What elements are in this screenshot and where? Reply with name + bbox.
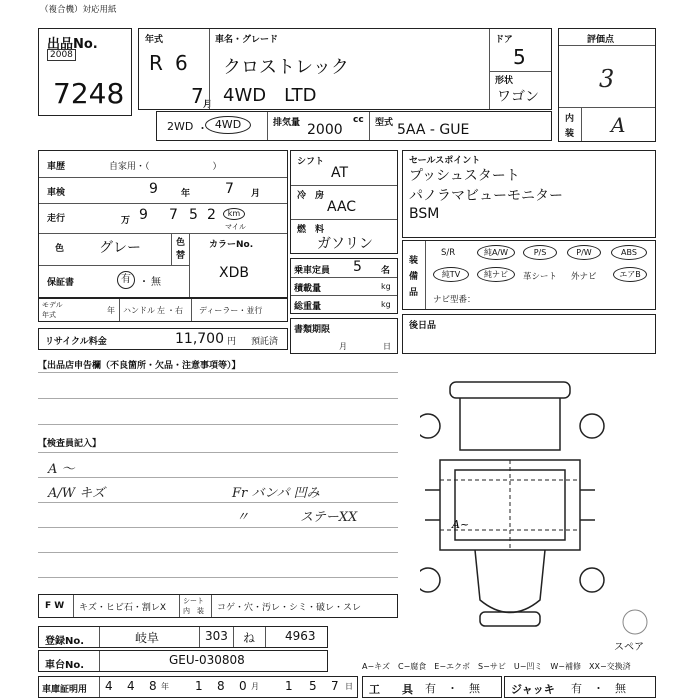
mileage-label: 走行 <box>47 214 66 224</box>
tools-row <box>362 676 502 698</box>
tools-label: 工 具 <box>369 683 413 696</box>
cert-label: 車庫証明用 <box>42 685 88 695</box>
inspector-note-1: A ～ <box>48 462 75 477</box>
vehicle-box <box>138 28 552 110</box>
warranty-label: 保証書 <box>47 278 75 288</box>
header-note: （複合機）対応用紙 <box>40 5 117 15</box>
details-left: 車歴 自家用・（ ） 車検 9 年 7 月 走行 万 9 7 5 2 km マイル 色 グレー 色 替 カラーNo. XDB 保証書 有 ・ 無 <box>38 150 288 298</box>
model-grade: 4WD LTD <box>223 85 317 106</box>
mileage-man: 万 <box>121 216 131 226</box>
car-diagram <box>420 380 680 635</box>
inspection-year-unit: 年 <box>181 189 191 199</box>
capacity-block <box>290 258 398 314</box>
cert-unit-year: 年 <box>161 682 169 691</box>
equipment-label-1: 装 <box>409 256 419 266</box>
registration-class: 303 <box>205 629 228 643</box>
recycle-row <box>38 328 288 350</box>
doc-deadline <box>290 318 398 354</box>
year-value: 6 <box>175 51 188 75</box>
equipment-label-3: 品 <box>409 288 419 298</box>
door-value: 5 <box>513 45 526 69</box>
fw-label: F W <box>45 601 65 611</box>
color-change-1: 色 <box>176 238 186 248</box>
equip-pure-navi: 純ナビ <box>477 267 515 282</box>
score-value: 3 <box>599 65 615 93</box>
tools-value: 有 ・ 無 <box>425 682 480 695</box>
inspector-note-5: ステーXX <box>300 510 358 525</box>
cert-digit-1: 4 <box>105 679 113 693</box>
later-label: 後日品 <box>409 321 437 331</box>
mileage-digit-2: 7 <box>169 207 178 223</box>
doc-day-unit: 日 <box>383 342 391 351</box>
registration-kana: ね <box>243 631 256 645</box>
diagram-wheel-rl <box>420 568 440 592</box>
recycle-label: リサイクル料金 <box>45 337 107 347</box>
lot-label: 出品No. <box>47 37 98 52</box>
cert-digit-8: 5 <box>309 679 317 693</box>
year-month: 7 <box>191 84 204 108</box>
diagram-mark: A~ <box>452 518 470 531</box>
diagram-wheel-fl <box>420 414 440 438</box>
fuel-value: ガソリン <box>317 236 373 252</box>
model-year-unit: 年 <box>107 306 115 315</box>
warranty-no: 無 <box>151 277 161 288</box>
year-label: 年式 <box>145 35 164 45</box>
diagram-rear <box>475 550 545 613</box>
cert-digit-3: 8 <box>149 679 157 693</box>
gross-label: 総重量 <box>294 302 322 312</box>
displacement-unit: cc <box>353 115 364 125</box>
cert-digit-5: 8 <box>217 679 225 693</box>
recycle-value: 11,700 <box>175 331 224 347</box>
lot-number: 7248 <box>53 77 125 110</box>
registration-row <box>38 626 328 648</box>
sales-line-2: パノラマビューモニター <box>409 188 563 204</box>
navi-model-label: ナビ型番： <box>433 295 476 305</box>
recycle-unit: 円 <box>227 337 237 347</box>
shift-label: シフト <box>297 157 325 167</box>
capacity-unit: 名 <box>381 266 391 276</box>
load-label: 積載量 <box>294 284 322 294</box>
shift-value: AT <box>331 165 349 181</box>
cert-digit-2: 4 <box>127 679 135 693</box>
history-value: 自家用・（ ） <box>109 162 222 172</box>
mileage-km: km <box>223 208 245 220</box>
mileage-digit-1: 9 <box>139 207 148 223</box>
chassis-value: GEU-030808 <box>169 653 245 667</box>
diagram-front-bumper <box>450 382 570 398</box>
details-middle <box>290 150 398 254</box>
sales-points <box>402 150 656 238</box>
equip-airbag: エアB <box>613 267 647 282</box>
model-year-label-2: 年式 <box>42 311 56 319</box>
inspection-month-unit: 月 <box>251 189 261 199</box>
drive-4wd: 4WD <box>205 116 251 134</box>
lot-box <box>38 28 132 116</box>
color-value: グレー <box>99 240 141 256</box>
inspector-note-4: 〃 <box>236 510 250 525</box>
equip-sr: S/R <box>441 248 456 258</box>
jack-value: 有 ・ 無 <box>571 682 626 695</box>
chassis-row <box>38 650 328 672</box>
handle-left: 左 <box>157 306 165 315</box>
sales-line-1: プッシュスタート <box>409 168 520 184</box>
equip-ext-navi: 外ナビ <box>571 272 597 282</box>
displacement-label: 排気量 <box>273 118 301 128</box>
gross-unit: kg <box>381 300 391 309</box>
cert-row <box>38 676 358 698</box>
warranty-yes: 有 <box>117 271 135 289</box>
lot-year-tag: 2008 <box>47 49 76 61</box>
model-name: クロストレック <box>223 57 349 78</box>
inspector-note-2: A/W キズ <box>48 486 106 501</box>
later-box <box>402 314 656 354</box>
interior-value: A <box>611 113 626 137</box>
color-label: 色 <box>55 244 65 254</box>
model-year-row: モデル 年式 年 ハンドル 左 ・ 右 ディーラー・並行 <box>38 298 288 322</box>
model-label: 車名・グレード <box>215 35 279 45</box>
chassis-label: 車台No. <box>45 660 85 671</box>
dealer-label: ディーラー・並行 <box>199 306 263 315</box>
equip-leather: 革シート <box>523 272 558 282</box>
spare-tire-icon <box>623 610 647 634</box>
score-label: 評価点 <box>587 35 615 45</box>
capacity-value: 5 <box>353 259 362 275</box>
equip-ps: P/S <box>523 245 557 260</box>
fw-row <box>38 594 398 618</box>
diagram-hood <box>460 398 560 450</box>
shape-label: 形状 <box>495 76 514 86</box>
model-year-label-1: モデル <box>42 301 63 309</box>
cert-digit-7: 1 <box>285 679 293 693</box>
interior-label-1: 内 <box>565 114 575 124</box>
inspection-month: 7 <box>225 181 234 197</box>
diagram-wheel-rr <box>580 568 604 592</box>
damage-legend: A−キズ C−腐食 E−エクボ S−サビ U−凹ミ W−補修 XX−交換済 <box>362 662 631 671</box>
color-code-label: カラーNo. <box>209 240 254 250</box>
interior-label-2: 装 <box>565 129 575 139</box>
score-box <box>558 28 656 142</box>
mileage-mile: マイル <box>225 223 246 231</box>
cert-unit-month: 月 <box>251 682 259 691</box>
doc-deadline-label: 書類期限 <box>294 325 331 335</box>
color-code: XDB <box>219 265 249 281</box>
diagram-rear-bumper <box>480 612 540 626</box>
registration-label: 登録No. <box>45 636 85 647</box>
equip-pure-aw: 純A/W <box>477 245 515 260</box>
cert-digit-9: 7 <box>331 679 339 693</box>
color-change-2: 替 <box>176 251 186 261</box>
fuel-label: 燃 料 <box>297 225 325 235</box>
declaration-label: 【出品店申告欄（不良箇所・欠品・注意事項等）】 <box>38 361 241 371</box>
capacity-label: 乗車定員 <box>294 266 331 276</box>
aircon-value: AAC <box>327 199 357 215</box>
equip-abs: ABS <box>611 245 647 260</box>
sales-line-3: BSM <box>409 206 440 222</box>
cert-digit-4: 1 <box>195 679 203 693</box>
handle-right: 右 <box>175 306 183 315</box>
fw-items: キズ・ヒビ石・割レX <box>79 603 166 613</box>
model-code-value: 5AA - GUE <box>397 122 470 138</box>
inspector-note-3: Fr バンパ 凹み <box>232 486 320 501</box>
seat-label-1: シート <box>183 597 204 605</box>
inspector-label: 【検査員記入】 <box>38 439 102 449</box>
load-unit: kg <box>381 282 391 291</box>
equipment-label-2: 備 <box>409 272 419 282</box>
jack-label: ジャッキ <box>511 683 555 696</box>
handle-label: ハンドル <box>123 306 155 315</box>
aircon-label: 冷 房 <box>297 191 325 201</box>
sales-label: セールスポイント <box>409 156 481 166</box>
cert-digit-6: 0 <box>239 679 247 693</box>
registration-number: 4963 <box>285 629 316 643</box>
spec-row: 2WD ・ 4WD 排気量 2000 cc 型式 5AA - GUE <box>156 111 552 141</box>
jack-row <box>504 676 656 698</box>
seat-label-2: 内 装 <box>183 607 204 615</box>
seat-items: コゲ・穴・汚レ・シミ・破レ・スレ <box>217 603 362 613</box>
diagram-wheel-fr <box>580 414 604 438</box>
drive-2wd: 2WD <box>167 120 194 133</box>
inspection-year: 9 <box>149 181 158 197</box>
mileage-digit-4: 2 <box>207 207 216 223</box>
registration-pref: 岐阜 <box>135 631 160 645</box>
spare-label: スペア <box>614 642 644 653</box>
shape-value: ワゴン <box>497 89 539 105</box>
history-label: 車歴 <box>47 162 66 172</box>
year-era: R <box>149 51 163 75</box>
equip-pure-tv: 純TV <box>433 267 469 282</box>
equip-pw: P/W <box>567 245 601 260</box>
mileage-digit-3: 5 <box>189 207 198 223</box>
model-code-label: 型式 <box>375 118 394 128</box>
recycle-status: 預託済 <box>251 337 279 347</box>
displacement-value: 2000 <box>307 122 343 138</box>
doc-month-unit: 月 <box>339 342 347 351</box>
equipment-box <box>402 240 656 310</box>
door-label: ドア <box>495 35 513 45</box>
cert-unit-day: 日 <box>345 682 353 691</box>
year-month-unit: 月 <box>203 100 213 110</box>
inspection-label: 車検 <box>47 188 66 198</box>
